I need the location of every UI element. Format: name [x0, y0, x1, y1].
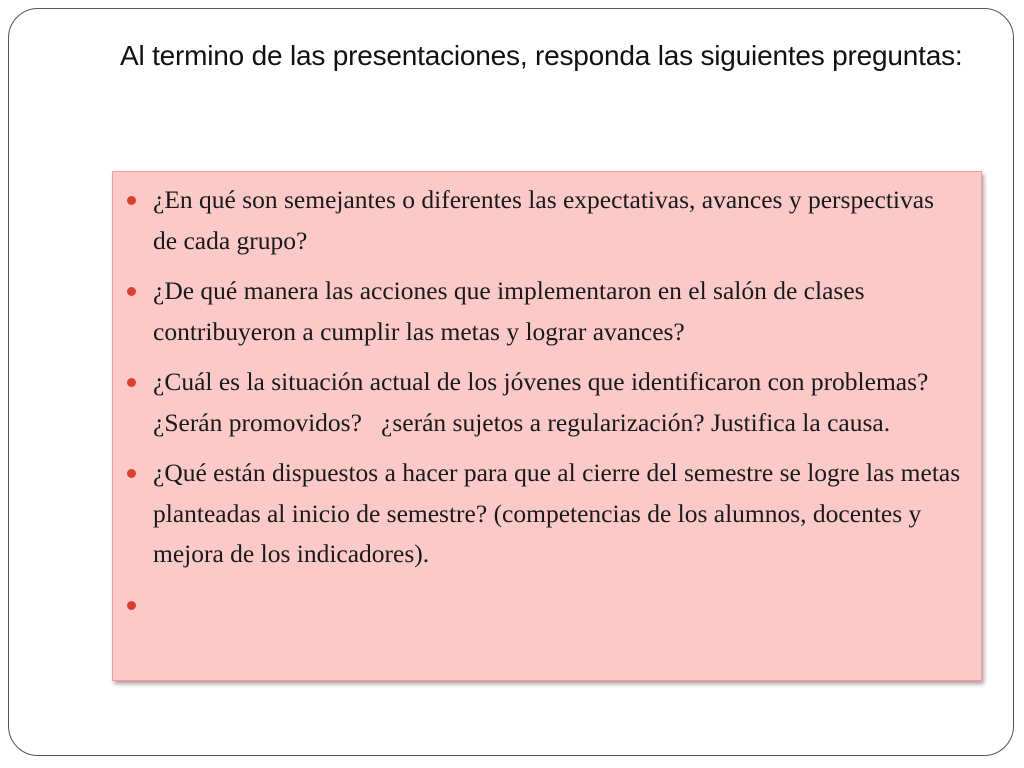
- slide-title: Al termino de las presentaciones, responda las siguientes preguntas:: [120, 40, 963, 71]
- question-text: ¿Qué están dispuestos a hacer para que al cierre del semestre se logre las metas planteadas al inicio de semestre? (competencias de los alumnos, docentes y mejora de los indicadores).: [153, 458, 967, 568]
- list-item: [127, 585, 961, 610]
- questions-list: [113, 172, 981, 610]
- question-text: ¿En qué son semejantes o diferentes las expectativas, avances y perspectivas de cada grupo?: [153, 185, 941, 255]
- bullet-dot-icon: [127, 287, 136, 296]
- bullet-dot-icon: [127, 196, 136, 205]
- bullet-dot-icon: [127, 469, 136, 478]
- list-item: [127, 453, 967, 575]
- question-text: ¿De qué manera las acciones que implementaron en el salón de clases contribuyeron a cumplir las metas y lograr avances?: [153, 276, 871, 346]
- bullet-dot-icon: [127, 601, 136, 610]
- list-item: [127, 362, 961, 443]
- list-item: [127, 180, 961, 261]
- slide-frame: [8, 8, 1014, 756]
- questions-box: [112, 171, 982, 681]
- list-item: [127, 271, 961, 352]
- bullet-dot-icon: [127, 378, 136, 387]
- question-text: ¿Cuál es la situación actual de los jóvenes que identificaron con problemas? ¿Serán promovidos? ¿serán sujetos a regularización? Justifica la causa.: [153, 367, 935, 437]
